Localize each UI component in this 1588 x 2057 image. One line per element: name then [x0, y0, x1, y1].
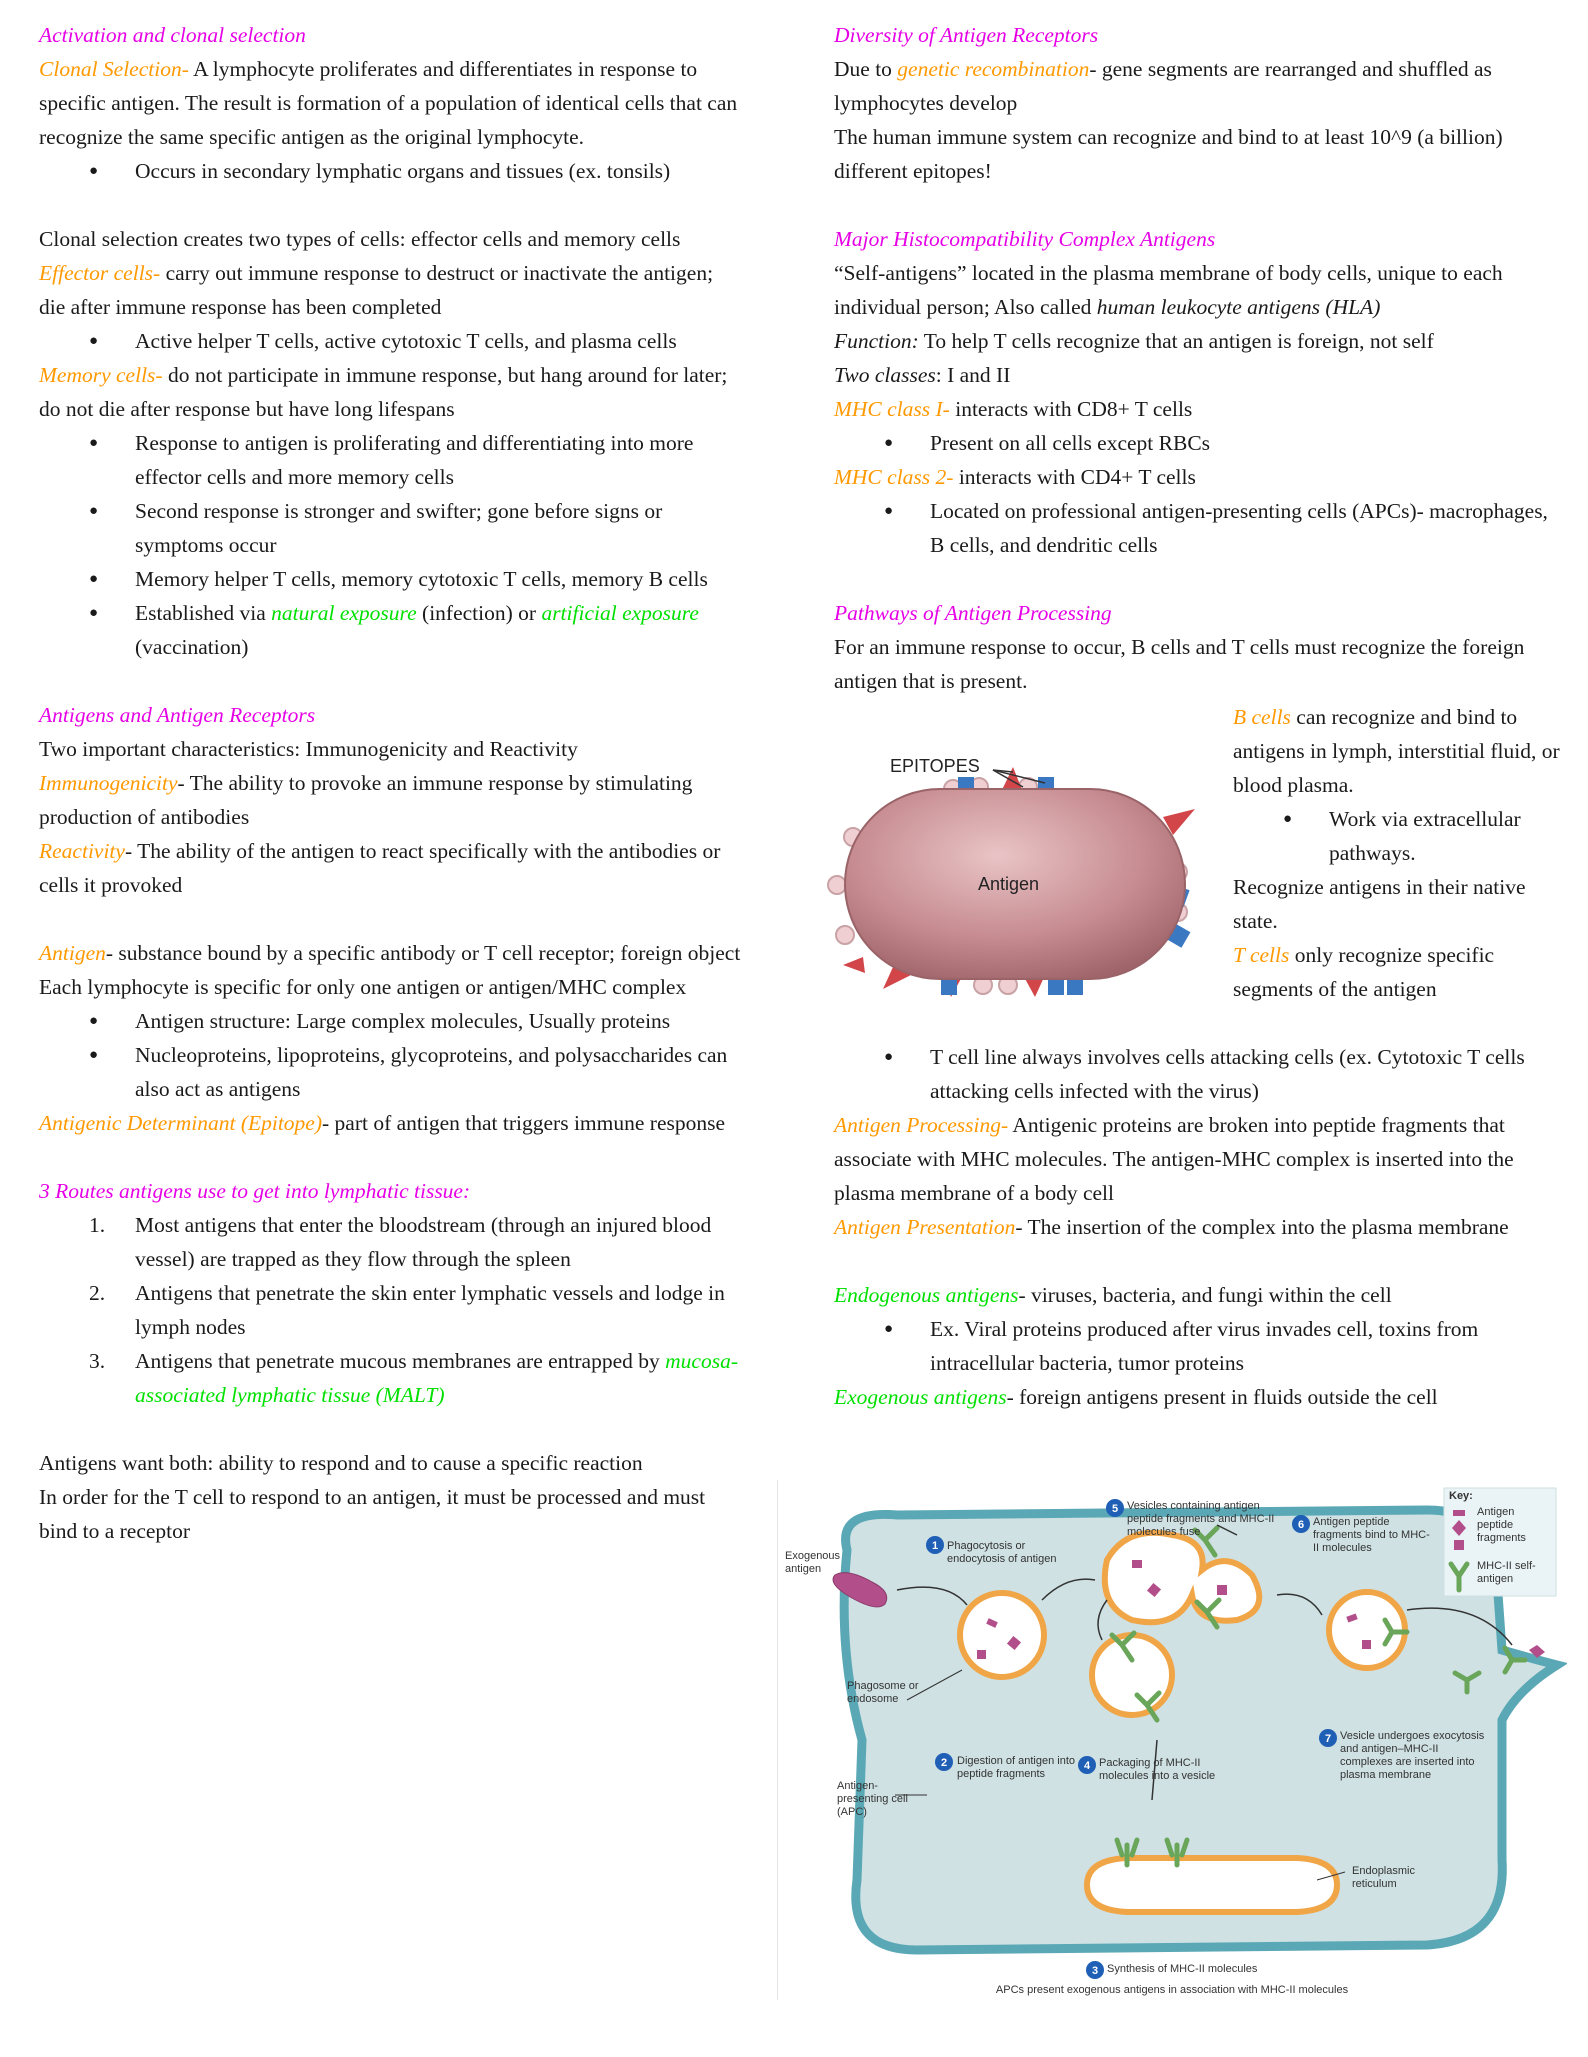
antigen-processing-paragraph: Antigen Processing- Antigenic proteins are broken into peptide fragments that associate with MHC molecules. The antigen-MHC complex is inserted into the plasma membrane of a body cell — [834, 1113, 1514, 1205]
step1-label: Phagocytosis or endocytosis of antigen — [947, 1540, 1057, 1565]
list-item: 1. Most antigens that enter the bloodstream (through an injured blood vessel) are trapped as they flow through the spleen — [89, 1213, 712, 1271]
list-item: ● Memory helper T cells, memory cytotoxic T cells, memory B cells — [39, 562, 744, 596]
t-cell-respond: In order for the T cell to respond to an antigen, it must be processed and must bind to a receptor — [39, 1485, 706, 1543]
svg-text:5: 5 — [1111, 1503, 1119, 1515]
heading-mhc: Major Histocompatibility Complex Antigens — [834, 227, 1216, 251]
heading-antigens-receptors: Antigens and Antigen Receptors — [39, 703, 316, 727]
step5-label: Vesicles containing antigen peptide fragments and MHC-II molecules fuse — [1127, 1500, 1275, 1538]
list-item: 2. Antigens that penetrate the skin enter lymphatic vessels and lodge in lymph nodes — [89, 1281, 725, 1339]
endogenous-bullets — [834, 1312, 1554, 1380]
svg-text:1: 1 — [931, 1540, 939, 1552]
vesicle-4 — [1092, 1635, 1172, 1715]
apc-processing-figure — [777, 1480, 1567, 2000]
two-classes-line: Two classes: I and II — [834, 363, 1011, 387]
key-box — [1444, 1488, 1556, 1596]
list-item: ● Active helper T cells, active cytotoxic T cells, and plasma cells — [39, 324, 744, 358]
exogenous-paragraph: Exogenous antigens- foreign antigens present in fluids outside the cell — [834, 1385, 1438, 1409]
exogenous-label: Exogenous antigen — [785, 1550, 841, 1575]
svg-text:2: 2 — [940, 1757, 948, 1769]
epitopes-label: EPITOPES — [890, 756, 980, 776]
mhc-class-2: MHC class 2- interacts with CD4+ T cells — [834, 465, 1196, 489]
reactivity-paragraph: Reactivity- The ability of the antigen to react specifically with the antibodies or cells it provoked — [39, 839, 721, 897]
step4-label: Packaging of MHC-II molecules into a vesicle — [1099, 1757, 1216, 1782]
billion-epitopes: The human immune system can recognize and bind to at least 10^9 (a billion) different epitopes! — [834, 125, 1503, 183]
key-mhc-label: MHC-II self-antigen — [1477, 1560, 1536, 1585]
mhc1-bullets — [834, 426, 1554, 460]
memory-paragraph: Memory cells- do not participate in immune response, but hang around for later; do not die after response but have long lifespans — [39, 363, 728, 421]
endogenous-paragraph: Endogenous antigens- viruses, bacteria, and fungi within the cell — [834, 1283, 1392, 1307]
list-item: ● Established via natural exposure (infection) or artificial exposure (vaccination) — [39, 596, 744, 664]
heading-routes: 3 Routes antigens use to get into lymphatic tissue: — [39, 1179, 471, 1203]
svg-text:6: 6 — [1297, 1519, 1305, 1531]
mhc2-bullets — [834, 494, 1554, 562]
antigen-paragraph: Antigen- substance bound by a specific antibody or T cell receptor; foreign object — [39, 941, 741, 965]
two-types-intro: Clonal selection creates two types of cells: effector cells and memory cells — [39, 227, 681, 251]
native-state-line: Recognize antigens in their native state. — [1233, 875, 1526, 933]
function-line: Function: To help T cells recognize that an antigen is foreign, not self — [834, 329, 1434, 353]
list-item: ● Nucleoproteins, lipoproteins, glycoproteins, and polysaccharides can also act as antigens — [39, 1038, 744, 1106]
svg-text:3: 3 — [1091, 1965, 1099, 1977]
phagosome-label: Phagosome or endosome — [847, 1680, 919, 1705]
phagosome-1 — [960, 1593, 1044, 1677]
svg-text:4: 4 — [1083, 1760, 1091, 1772]
key-peptide-label: Antigen peptide fragments — [1477, 1506, 1526, 1544]
routes-list — [39, 1208, 744, 1412]
list-item: ● Present on all cells except RBCs — [834, 426, 1554, 460]
effector-bullets — [39, 324, 744, 358]
right-column — [834, 18, 1554, 698]
mhc-class-1: MHC class I- interacts with CD8+ T cells — [834, 397, 1193, 421]
step2-label: Digestion of antigen into peptide fragments — [957, 1755, 1076, 1780]
antigens-want-both: Antigens want both: ability to respond and to cause a specific reaction — [39, 1451, 643, 1475]
step3-label: Synthesis of MHC-II molecules — [1107, 1963, 1258, 1975]
list-item: ● Response to antigen is proliferating and differentiating into more effector cells and more memory cells — [39, 426, 744, 494]
figure-caption: APCs present exogenous antigens in association with MHC-II molecules — [995, 1984, 1349, 1996]
immunogenicity-paragraph: Immunogenicity- The ability to provoke an immune response by stimulating production of antibodies — [39, 771, 693, 829]
list-item: ● T cell line always involves cells attacking cells (ex. Cytotoxic T cells attacking cells infected with the virus) — [834, 1040, 1554, 1108]
t-cell-bullets — [834, 1040, 1554, 1108]
immune-response-intro: For an immune response to occur, B cells and T cells must recognize the foreign antigen that is present. — [834, 635, 1525, 693]
antigen-epitope-figure — [823, 727, 1223, 1017]
step6-label: Antigen peptide fragments bind to MHC-II molecules — [1313, 1516, 1430, 1554]
heading-activation: Activation and clonal selection — [39, 23, 306, 47]
apc-label: Antigen-presenting cell (APC) — [837, 1780, 908, 1818]
b-cell-bullets — [1233, 802, 1563, 870]
lymphocyte-specific: Each lymphocyte is specific for only one antigen or antigen/MHC complex — [39, 975, 687, 999]
antigen-label: Antigen — [978, 874, 1040, 894]
svg-text:7: 7 — [1324, 1733, 1332, 1745]
heading-pathways: Pathways of Antigen Processing — [834, 601, 1112, 625]
memory-bullets — [39, 426, 744, 664]
clonal-bullets — [39, 154, 744, 188]
list-item: ● Ex. Viral proteins produced after virus invades cell, toxins from intracellular bacteria, tumor proteins — [834, 1312, 1554, 1380]
right-column-lower — [834, 1040, 1554, 1414]
two-characteristics: Two important characteristics: Immunogenicity and Reactivity — [39, 737, 578, 761]
list-item: 3. Antigens that penetrate mucous membranes are entrapped by mucosa-associated lymphatic tissue (MALT) — [89, 1349, 739, 1407]
list-item: ● Occurs in secondary lymphatic organs and tissues (ex. tonsils) — [39, 154, 744, 188]
epitope-paragraph: Antigenic Determinant (Epitope)- part of antigen that triggers immune response — [39, 1111, 726, 1135]
key-title: Key: — [1449, 1490, 1473, 1502]
antigen-presentation-paragraph: Antigen Presentation- The insertion of the complex into the plasma membrane — [834, 1215, 1509, 1239]
list-item: ● Antigen structure: Large complex molecules, Usually proteins — [39, 1004, 744, 1038]
effector-paragraph: Effector cells- carry out immune response to destruct or inactivate the antigen; die after immune response has been completed — [39, 261, 714, 319]
clonal-selection-paragraph: Clonal Selection- A lymphocyte proliferates and differentiates in response to specific antigen. The result is formation of a population of identical cells that can recognize the same specific antigen as the original lymphocyte. — [39, 57, 738, 149]
step7-label: Vesicle undergoes exocytosis and antigen–MHC-II complexes are inserted into plasma membrane — [1340, 1730, 1485, 1781]
er-label: Endoplasmic reticulum — [1352, 1865, 1415, 1890]
list-item: ● Work via extracellular pathways. — [1233, 802, 1563, 870]
heading-diversity: Diversity of Antigen Receptors — [834, 23, 1099, 47]
list-item: ● Second response is stronger and swifter; gone before signs or symptoms occur — [39, 494, 744, 562]
b-cell-block — [1233, 700, 1563, 1006]
list-item: ● Located on professional antigen-presenting cells (APCs)- macrophages, B cells, and dendritic cells — [834, 494, 1554, 562]
self-antigens-paragraph: “Self-antigens” located in the plasma membrane of body cells, unique to each individual person; Also called human leukocyte antigens (HLA) — [834, 261, 1503, 319]
b-cells-paragraph: B cells can recognize and bind to antigens in lymph, interstitial fluid, or blood plasma. — [1233, 705, 1560, 797]
antigen-bullets — [39, 1004, 744, 1106]
er-shape — [1087, 1858, 1337, 1912]
genetic-recombination-paragraph: Due to genetic recombination- gene segments are rearranged and shuffled as lymphocytes develop — [834, 57, 1492, 115]
left-column — [39, 18, 744, 1548]
t-cells-paragraph: T cells only recognize specific segments of the antigen — [1233, 943, 1495, 1001]
